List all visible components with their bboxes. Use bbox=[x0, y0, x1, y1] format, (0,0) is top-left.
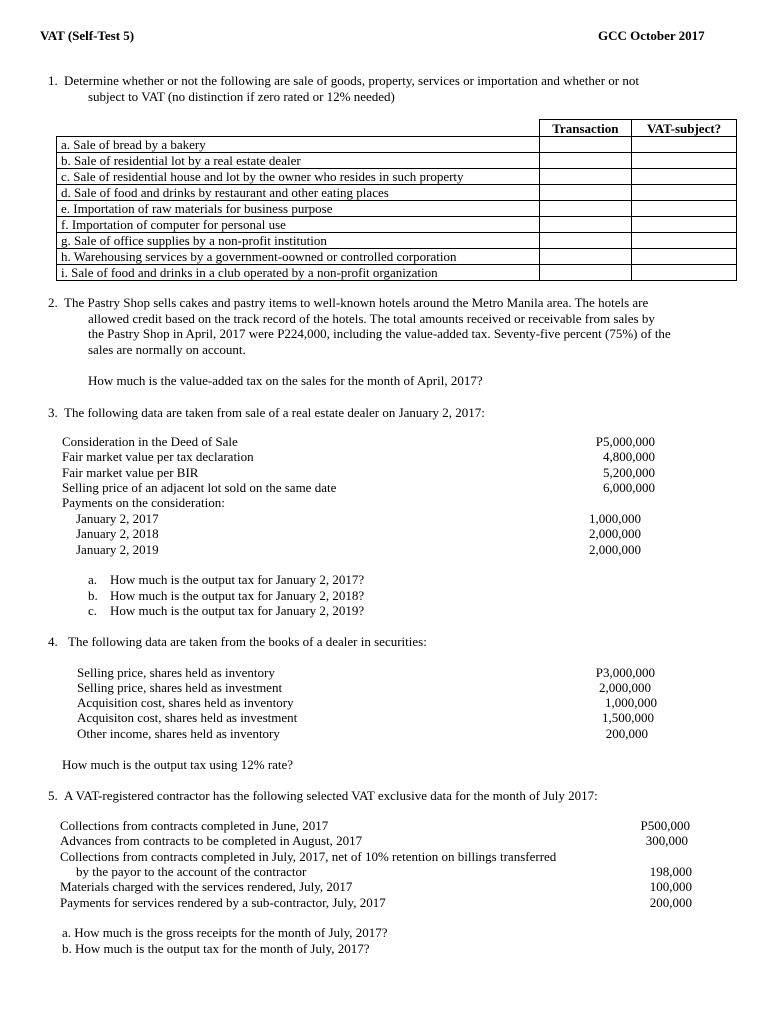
q3-payment-date: January 2, 2018 bbox=[76, 526, 159, 541]
q1-header-blank bbox=[57, 120, 540, 137]
q1-line1: Determine whether or not the following are sale of goods, property, services or importation and whether or not bbox=[64, 73, 639, 88]
q4-item-value: 1,500,000 bbox=[602, 710, 654, 725]
q5-item-label: Materials charged with the services rendered, July, 2017 bbox=[60, 879, 353, 894]
q3-item-value: 6,000,000 bbox=[603, 480, 655, 495]
q4-intro: The following data are taken from the books of a dealer in securities: bbox=[68, 634, 427, 649]
q3-payment-value: 1,000,000 bbox=[589, 511, 641, 526]
q5-item-value: P500,000 bbox=[640, 818, 690, 833]
q1-row-transaction-cell[interactable] bbox=[539, 201, 632, 217]
q2-line4: sales are normally on account. bbox=[88, 342, 246, 357]
q3-question-letter: b. bbox=[88, 588, 98, 603]
q5-item-label: Collections from contracts completed in July, 2017, net of 10% retention on billings transferred bbox=[60, 849, 557, 864]
q1-row-transaction-cell[interactable] bbox=[539, 265, 632, 281]
table-row bbox=[57, 137, 737, 153]
q4-item-label: Other income, shares held as inventory bbox=[77, 726, 280, 741]
q4-item-value: 200,000 bbox=[605, 726, 648, 741]
q5-question: a. How much is the gross receipts for the month of July, 2017? bbox=[62, 925, 388, 940]
q5-item-value: 300,000 bbox=[645, 833, 688, 848]
q1-row-label: d. Sale of food and drinks by restaurant and other eating places bbox=[57, 185, 540, 201]
q3-question-text: How much is the output tax for January 2, 2019? bbox=[110, 603, 365, 618]
table-row bbox=[57, 249, 737, 265]
q5-item-label: Advances from contracts to be completed in August, 2017 bbox=[60, 833, 363, 848]
q1-row-vat-cell[interactable] bbox=[632, 201, 737, 217]
doc-title-right: GCC October 2017 bbox=[598, 28, 705, 43]
q2-number: 2. bbox=[48, 295, 58, 310]
q5-item-label: by the payor to the account of the contractor bbox=[76, 864, 307, 879]
table-row bbox=[57, 201, 737, 217]
q3-payment-date: January 2, 2019 bbox=[76, 542, 159, 557]
q1-row-transaction-cell[interactable] bbox=[539, 233, 632, 249]
q1-row-label: e. Importation of raw materials for business purpose bbox=[57, 201, 540, 217]
q1-row-vat-cell[interactable] bbox=[632, 153, 737, 169]
q1-row-transaction-cell[interactable] bbox=[539, 153, 632, 169]
table-row bbox=[57, 153, 737, 169]
q4-item-label: Selling price, shares held as inventory bbox=[77, 665, 275, 680]
q5-question: b. How much is the output tax for the month of July, 2017? bbox=[62, 941, 370, 956]
table-row bbox=[57, 169, 737, 185]
q1-row-vat-cell[interactable] bbox=[632, 137, 737, 153]
q4-item-label: Acquisition cost, shares held as inventory bbox=[77, 695, 294, 710]
q1-row-transaction-cell[interactable] bbox=[539, 185, 632, 201]
table-row bbox=[57, 233, 737, 249]
q5-number: 5. bbox=[48, 788, 58, 803]
q4-item-value: 2,000,000 bbox=[599, 680, 651, 695]
table-row bbox=[57, 265, 737, 281]
q3-payment-value: 2,000,000 bbox=[589, 526, 641, 541]
q3-item-label: Consideration in the Deed of Sale bbox=[62, 434, 238, 449]
q1-table bbox=[56, 119, 737, 281]
q3-question-text: How much is the output tax for January 2, 2017? bbox=[110, 572, 365, 587]
q1-line2: subject to VAT (no distinction if zero rated or 12% needed) bbox=[88, 89, 395, 104]
q3-question-letter: a. bbox=[88, 572, 98, 587]
q1-row-label: b. Sale of residential lot by a real estate dealer bbox=[57, 153, 540, 169]
q3-question-letter: c. bbox=[88, 603, 98, 618]
q5-item-value: 100,000 bbox=[649, 879, 692, 894]
q3-item-label: Selling price of an adjacent lot sold on the same date bbox=[62, 480, 337, 495]
q4-question: How much is the output tax using 12% rate? bbox=[62, 757, 294, 772]
q1-table-header bbox=[57, 120, 737, 137]
q1-row-vat-cell[interactable] bbox=[632, 217, 737, 233]
q4-number: 4. bbox=[48, 634, 58, 649]
q1-row-vat-cell[interactable] bbox=[632, 185, 737, 201]
q3-item-value: 5,200,000 bbox=[603, 465, 655, 480]
q1-row-vat-cell[interactable] bbox=[632, 233, 737, 249]
q1-row-transaction-cell[interactable] bbox=[539, 137, 632, 153]
q1-row-label: a. Sale of bread by a bakery bbox=[57, 137, 540, 153]
q1-row-transaction-cell[interactable] bbox=[539, 249, 632, 265]
q3-intro: The following data are taken from sale of a real estate dealer on January 2, 2017: bbox=[64, 405, 485, 420]
q1-row-vat-cell[interactable] bbox=[632, 265, 737, 281]
q3-payment-value: 2,000,000 bbox=[589, 542, 641, 557]
q3-payments-label: Payments on the consideration: bbox=[62, 495, 225, 510]
q3-question-text: How much is the output tax for January 2, 2018? bbox=[110, 588, 365, 603]
q5-item-label: Payments for services rendered by a sub-contractor, July, 2017 bbox=[60, 895, 386, 910]
q1-number: 1. bbox=[48, 73, 58, 88]
q5-item-value: 200,000 bbox=[649, 895, 692, 910]
q1-header-vat: VAT-subject? bbox=[632, 120, 737, 137]
q1-row-vat-cell[interactable] bbox=[632, 169, 737, 185]
doc-title-left: VAT (Self-Test 5) bbox=[40, 28, 135, 43]
q4-item-label: Selling price, shares held as investment bbox=[77, 680, 283, 695]
q2-line1: The Pastry Shop sells cakes and pastry items to well-known hotels around the Metro Manila area. The hotels are bbox=[64, 295, 649, 310]
q5-item-value: 198,000 bbox=[649, 864, 692, 879]
table-row bbox=[57, 217, 737, 233]
q1-row-label: g. Sale of office supplies by a non-profit institution bbox=[57, 233, 540, 249]
q1-row-label: i. Sale of food and drinks in a club operated by a non-profit organization bbox=[57, 265, 540, 281]
q3-payment-date: January 2, 2017 bbox=[76, 511, 159, 526]
q1-row-label: h. Warehousing services by a government-oowned or controlled corporation bbox=[57, 249, 540, 265]
q3-item-label: Fair market value per BIR bbox=[62, 465, 199, 480]
q3-item-value: P5,000,000 bbox=[595, 434, 655, 449]
q1-row-transaction-cell[interactable] bbox=[539, 169, 632, 185]
q3-item-label: Fair market value per tax declaration bbox=[62, 449, 254, 464]
q4-item-value: P3,000,000 bbox=[595, 665, 655, 680]
q3-item-value: 4,800,000 bbox=[603, 449, 655, 464]
q5-item-label: Collections from contracts completed in June, 2017 bbox=[60, 818, 329, 833]
q3-number: 3. bbox=[48, 405, 58, 420]
q2-question: How much is the value-added tax on the sales for the month of April, 2017? bbox=[88, 373, 483, 388]
q5-intro: A VAT-registered contractor has the following selected VAT exclusive data for the month of July 2017: bbox=[64, 788, 598, 803]
q1-row-vat-cell[interactable] bbox=[632, 249, 737, 265]
q1-row-label: c. Sale of residential house and lot by the owner who resides in such property bbox=[57, 169, 540, 185]
q4-item-value: 1,000,000 bbox=[605, 695, 657, 710]
q4-item-label: Acquisiton cost, shares held as investment bbox=[77, 710, 298, 725]
q1-row-transaction-cell[interactable] bbox=[539, 217, 632, 233]
table-row bbox=[57, 185, 737, 201]
q1-row-label: f. Importation of computer for personal use bbox=[57, 217, 540, 233]
q1-header-transaction: Transaction bbox=[539, 120, 632, 137]
q2-line3: the Pastry Shop in April, 2017 were P224,000, including the value-added tax. Seventy-five percent (75%) of the bbox=[88, 326, 671, 341]
q2-line2: allowed credit based on the track record of the hotels. The total amounts received or receivable from sales by bbox=[88, 311, 655, 326]
